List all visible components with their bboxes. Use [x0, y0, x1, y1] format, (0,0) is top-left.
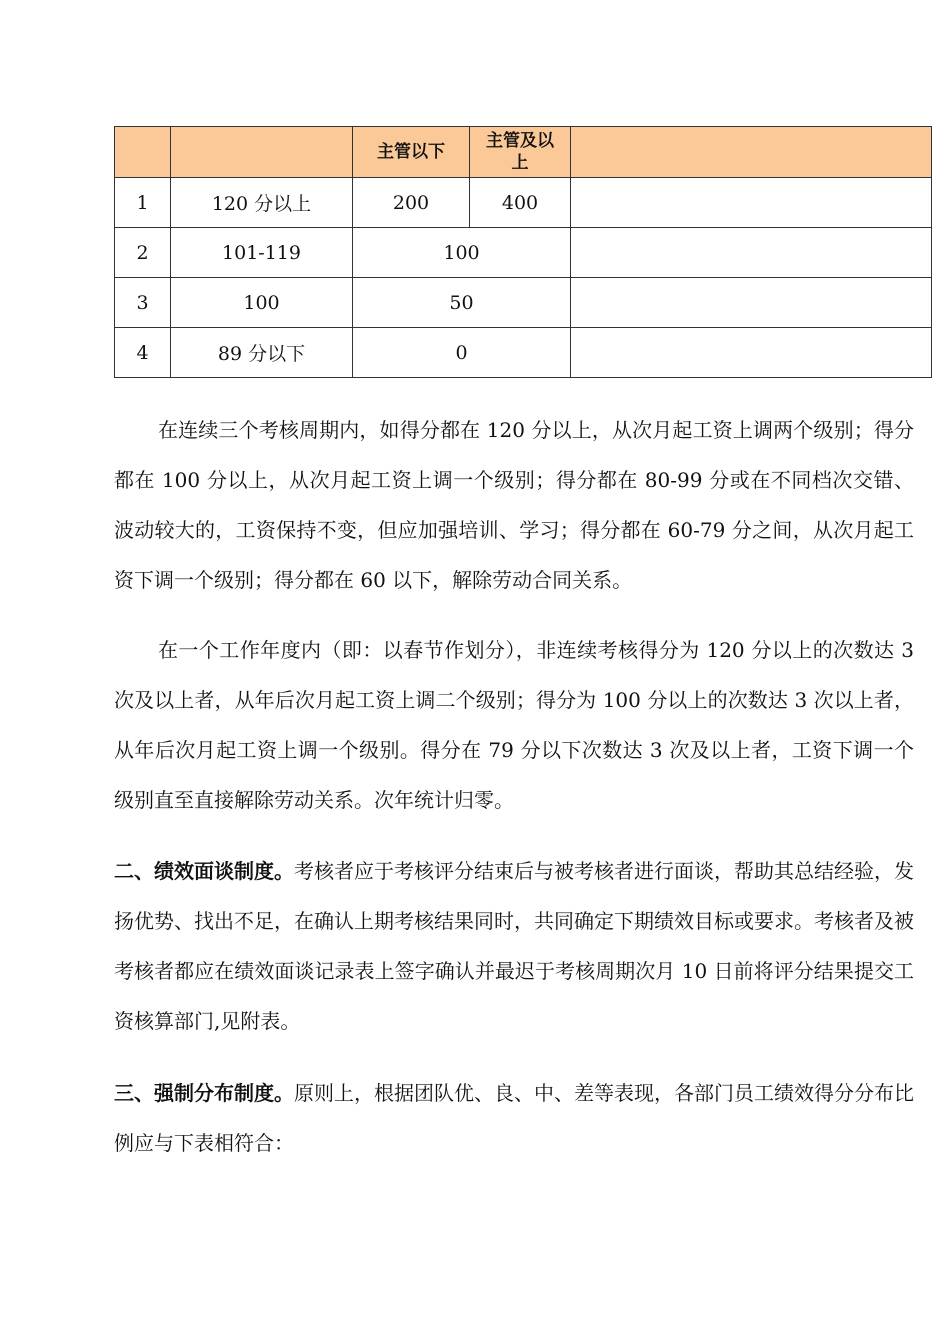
- header-supervisor-above: 主管及以上: [470, 127, 571, 178]
- section-performance-interview: [114, 846, 914, 1046]
- header-below-supervisor: 主管以下: [353, 127, 470, 178]
- remark-cell: [571, 278, 932, 328]
- amount-supervisor-above: 400: [470, 178, 571, 228]
- section-body: 原则上，根据团队优、良、中、差等表现，各部门员工绩效得分分布比例应与下表相符合：: [114, 1081, 914, 1155]
- table-row: [115, 178, 932, 228]
- remark-cell: [571, 228, 932, 278]
- row-number: 3: [115, 278, 171, 328]
- row-number: 1: [115, 178, 171, 228]
- remark-cell: [571, 328, 932, 378]
- header-cell: [171, 127, 353, 178]
- row-number: 4: [115, 328, 171, 378]
- amount-merged: 50: [353, 278, 571, 328]
- header-cell: [571, 127, 932, 178]
- section-heading: 二、绩效面谈制度。: [114, 859, 294, 883]
- amount-below-supervisor: 200: [353, 178, 470, 228]
- table-row: [115, 278, 932, 328]
- remark-cell: [571, 178, 932, 228]
- section-heading: 三、强制分布制度。: [114, 1081, 294, 1105]
- section-forced-distribution: [114, 1068, 914, 1168]
- header-cell: [115, 127, 171, 178]
- score-range: 89 分以下: [171, 328, 353, 378]
- paragraph-annual-rule: 在一个工作年度内（即：以春节作划分），非连续考核得分为 120 分以上的次数达 3 次及以上者，从年后次月起工资上调二个级别；得分为 100 分以上的次数达 3 次以上者，从年后次月起工资上调一个级别。得分在 79 分以下次数达 3 次及以上者，工资下调一个级别直至直接解除劳动关系。次年统计归零。: [114, 638, 914, 812]
- paragraph-consecutive-periods: 在连续三个考核周期内，如得分都在 120 分以上，从次月起工资上调两个级别；得分都在 100 分以上，从次月起工资上调一个级别；得分都在 80-99 分或在不同档次交错、波动较大的，工资保持不变，但应加强培训、学习；得分都在 60-79 分之间，从次月起工资下调一个级别；得分都在 60 以下，解除劳动合同关系。: [114, 418, 914, 592]
- score-range: 120 分以上: [171, 178, 353, 228]
- score-range: 101-119: [171, 228, 353, 278]
- table-row: [115, 228, 932, 278]
- amount-merged: 0: [353, 328, 571, 378]
- salary-adjustment-table: [114, 126, 932, 378]
- table-header-row: [115, 127, 932, 178]
- table-row: [115, 328, 932, 378]
- amount-merged: 100: [353, 228, 571, 278]
- section-body: 考核者应于考核评分结束后与被考核者进行面谈，帮助其总结经验，发扬优势、找出不足，在确认上期考核结果同时，共同确定下期绩效目标或要求。考核者及被考核者都应在绩效面谈记录表上签字确认并最迟于考核周期次月 10 日前将评分结果提交工资核算部门,见附表。: [114, 859, 914, 1033]
- score-range: 100: [171, 278, 353, 328]
- row-number: 2: [115, 228, 171, 278]
